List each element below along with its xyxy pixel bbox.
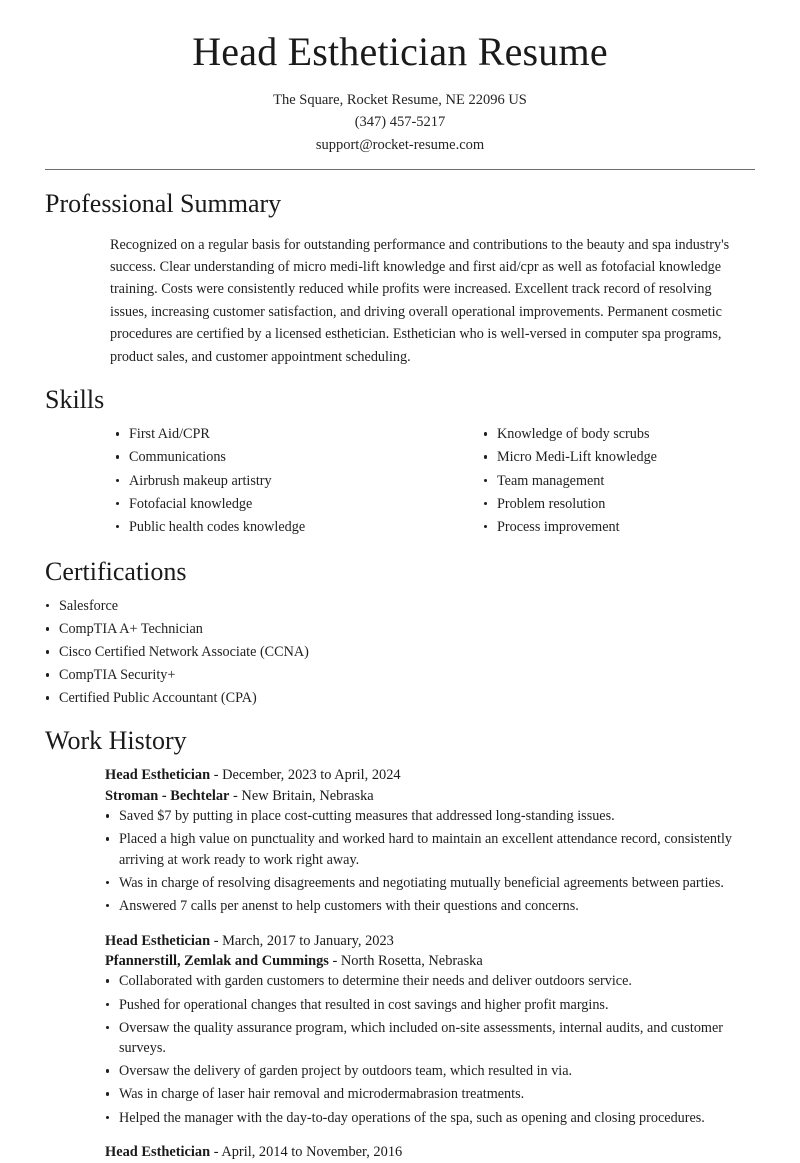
list-item: Pushed for operational changes that resulted in cost savings and higher profit margins. (105, 995, 755, 1016)
work-history-list (105, 765, 755, 1162)
job-company-line (105, 786, 755, 806)
skills-list-left (115, 424, 435, 537)
skills-columns (115, 424, 755, 539)
skills-list-right (483, 424, 755, 537)
job-entry (105, 1142, 755, 1162)
section-heading-skills: Skills (45, 385, 105, 415)
job-location: - New Britain, Nebraska (229, 787, 374, 804)
section-certifications (0, 556, 800, 709)
contact-email: support@rocket-resume.com (315, 136, 485, 153)
list-item: Team management (483, 471, 755, 492)
skills-column-left (115, 424, 435, 539)
contact-phone: (347) 457-5217 (354, 114, 446, 131)
list-item: Was in charge of resolving disagreements and negotiating mutually beneficial agreements between parties. (105, 873, 755, 894)
job-entry (105, 931, 755, 1129)
list-item: Problem resolution (483, 494, 755, 515)
list-item: Cisco Certified Network Associate (CCNA) (45, 642, 755, 663)
section-heading-summary: Professional Summary (45, 189, 282, 219)
list-item: Micro Medi-Lift knowledge (483, 447, 755, 468)
list-item: Answered 7 calls per anenst to help customers with their questions and concerns. (105, 896, 755, 917)
job-title: Head Esthetician (105, 932, 211, 949)
job-bullets (105, 971, 755, 1128)
job-location: - North Rosetta, Nebraska (328, 953, 483, 970)
contact-address: The Square, Rocket Resume, NE 22096 US (273, 91, 527, 108)
list-item: Communications (115, 447, 435, 468)
list-item: CompTIA A+ Technician (45, 619, 755, 640)
list-item: CompTIA Security+ (45, 665, 755, 686)
list-item: Placed a high value on punctuality and worked hard to maintain an excellent attendance record, consistently arriving at work ready to work right away. (105, 829, 755, 870)
list-item: Salesforce (45, 596, 755, 617)
job-title: Head Esthetician (105, 767, 211, 784)
list-item: Was in charge of laser hair removal and microdermabrasion treatments. (105, 1084, 755, 1105)
job-title: Head Esthetician (105, 1144, 211, 1161)
job-entry (105, 765, 755, 916)
list-item: Collaborated with garden customers to determine their needs and deliver outdoors service. (105, 971, 755, 992)
job-title-line (105, 765, 755, 785)
list-item: Saved $7 by putting in place cost-cutting measures that addressed long-standing issues. (105, 806, 755, 827)
list-item: Knowledge of body scrubs (483, 424, 755, 445)
job-title-line (105, 931, 755, 951)
section-professional-summary (0, 188, 800, 368)
job-dates: - March, 2017 to January, 2023 (210, 932, 394, 949)
page-title: Head Esthetician Resume (192, 29, 608, 74)
list-item: Oversaw the quality assurance program, which included on-site assessments, internal audits, and customer surveys. (105, 1018, 755, 1059)
list-item: Fotofacial knowledge (115, 494, 435, 515)
list-item: Public health codes knowledge (115, 517, 435, 538)
job-company-line (105, 951, 755, 971)
skills-column-right (435, 424, 755, 539)
list-item: First Aid/CPR (115, 424, 435, 445)
section-heading-certifications: Certifications (45, 556, 187, 586)
section-work-history (0, 725, 800, 1163)
job-bullets (105, 806, 755, 916)
job-dates: - April, 2014 to November, 2016 (210, 1144, 403, 1161)
list-item: Helped the manager with the day-to-day operations of the spa, such as opening and closing procedures. (105, 1108, 755, 1129)
job-company: Pfannerstill, Zemlak and Cummings (105, 953, 329, 970)
resume-header (0, 0, 800, 170)
section-skills (0, 384, 800, 540)
job-company: Stroman - Bechtelar (105, 787, 230, 804)
list-item: Oversaw the delivery of garden project by outdoors team, which resulted in via. (105, 1061, 755, 1082)
list-item: Airbrush makeup artistry (115, 471, 435, 492)
list-item: Certified Public Accountant (CPA) (45, 688, 755, 709)
job-title-line (105, 1142, 755, 1162)
section-heading-work-history: Work History (45, 726, 187, 756)
job-dates: - December, 2023 to April, 2024 (210, 767, 401, 784)
header-divider (45, 169, 755, 170)
list-item: Process improvement (483, 517, 755, 538)
certifications-list (45, 596, 755, 709)
summary-text: Recognized on a regular basis for outstanding performance and contributions to the beauty and spa industry's success. Clear understanding of micro medi-lift knowledge and first aid/cpr as well as fotofacial knowledge training. Costs were consistently reduced while profits were increased. Excellent track record of resolving issues, increasing customer satisfaction, and driving overall operational improvements. Permanent cosmetic procedures are certified by a licensed esthetician. Esthetician who is well-versed in computer spa programs, product sales, and customer appointment scheduling. (110, 236, 730, 365)
